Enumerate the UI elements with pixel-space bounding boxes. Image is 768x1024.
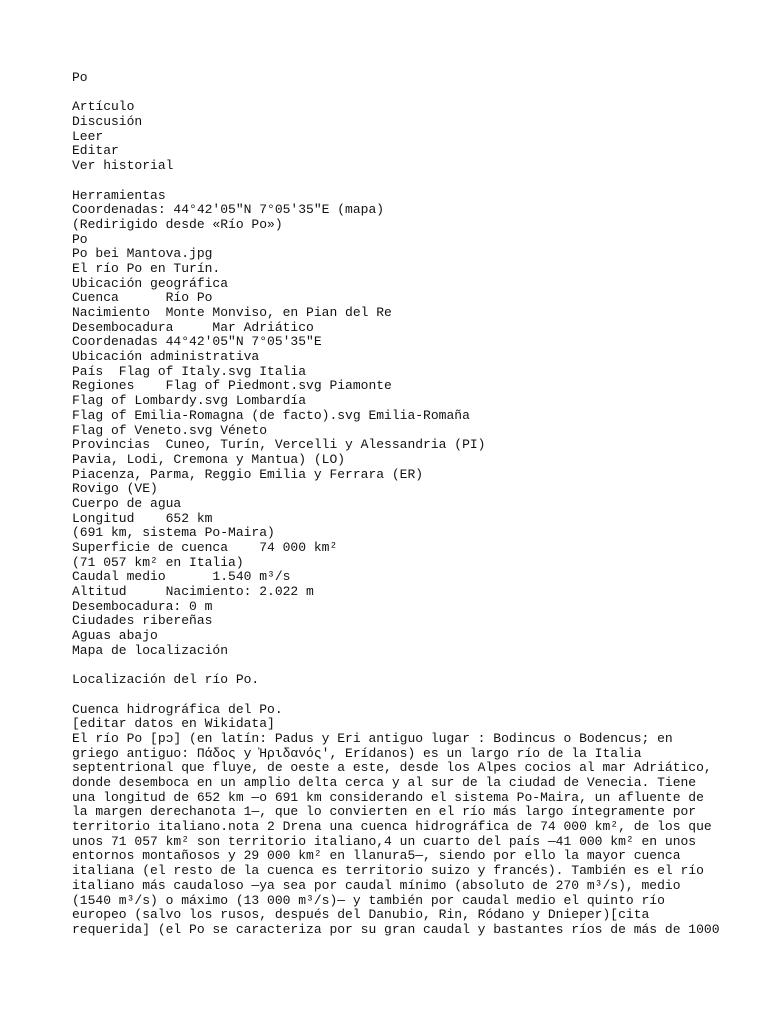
infobox-row: El río Po en Turín. bbox=[72, 260, 221, 276]
spacer bbox=[72, 174, 732, 189]
body-text-line: territorio italiano.nota 2 Drena una cuenca hidrográfica de 74 000 km², de los que bbox=[72, 819, 712, 835]
infobox-row: Aguas abajo bbox=[72, 628, 158, 644]
spacer bbox=[72, 659, 732, 674]
basin-caption: Cuenca hidrográfica del Po. bbox=[72, 701, 283, 717]
infobox-row: Ciudades ribereñas bbox=[72, 613, 213, 629]
infobox-row: Ubicación geográfica bbox=[72, 275, 229, 291]
wikidata-edit-link[interactable]: [editar datos en Wikidata] bbox=[72, 716, 275, 732]
infobox-row: Flag of Lombardy.svg Lombardía bbox=[72, 393, 307, 409]
infobox-row: Po bbox=[72, 231, 88, 247]
infobox-row: Ubicación administrativa bbox=[72, 349, 260, 365]
infobox-row: Provincias Cuneo, Turín, Vercelli y Alessandria (PI) bbox=[72, 437, 486, 453]
infobox-row: País Flag of Italy.svg Italia bbox=[72, 363, 307, 379]
infobox-row: Cuenca Río Po bbox=[72, 290, 213, 306]
spacer bbox=[72, 86, 732, 101]
body-text-line: unos 71 057 km² son territorio italiano,4 un cuarto del país —41 000 km² en unos bbox=[72, 833, 697, 849]
tab-edit[interactable]: Editar bbox=[72, 143, 119, 159]
body-text-line: europeo (salvo los rusos, después del Danubio, Rin, Ródano y Dnieper)[cita bbox=[72, 907, 650, 923]
infobox-row: Mapa de localización bbox=[72, 642, 229, 658]
body-text-line: una longitud de 652 km —o 691 km considerando el sistema Po-Maira, un afluente de bbox=[72, 789, 704, 805]
infobox-row: Regiones Flag of Piedmont.svg Piamonte bbox=[72, 378, 392, 394]
tab-history[interactable]: Ver historial bbox=[72, 158, 174, 174]
body-text-line: requerida] (el Po se caracteriza por su gran caudal y bastantes ríos de más de 1000 bbox=[72, 921, 720, 937]
tools-menu[interactable]: Herramientas bbox=[72, 187, 166, 203]
infobox-row: (71 057 km² en Italia) bbox=[72, 554, 244, 570]
body-text-line: italiano más caudaloso —ya sea por caudal mínimo (absoluto de 270 m³/s), medio bbox=[72, 877, 681, 893]
infobox-row: Desembocadura Mar Adriático bbox=[72, 319, 314, 335]
body-text-line: italiana (el resto de la cuenca es territorio suizo y francés). También es el río bbox=[72, 863, 704, 879]
body-text-line: entornos montañosos y 29 000 km² en llanura5—, siendo por ello la mayor cuenca bbox=[72, 848, 681, 864]
article-body bbox=[72, 732, 732, 938]
article-page bbox=[72, 71, 732, 938]
infobox-row: Longitud 652 km bbox=[72, 510, 213, 526]
map-caption: Localización del río Po. bbox=[72, 672, 260, 688]
tab-discussion[interactable]: Discusión bbox=[72, 114, 143, 130]
infobox-row: Pavia, Lodi, Cremona y Mantua) (LO) bbox=[72, 451, 346, 467]
body-text-line: El río Po [pɔ] (en latín: Padus y Eri antiguo lugar : Bodincus o Bodencus; en bbox=[72, 730, 673, 746]
infobox-row: Flag of Emilia-Romagna (de facto).svg Emilia-Romaña bbox=[72, 407, 470, 423]
infobox bbox=[72, 233, 732, 659]
infobox-row: Altitud Nacimiento: 2.022 m bbox=[72, 584, 314, 600]
infobox-row: Desembocadura: 0 m bbox=[72, 598, 213, 614]
infobox-row: Superficie de cuenca 74 000 km² bbox=[72, 540, 338, 555]
page-title: Po bbox=[72, 70, 88, 85]
infobox-row: Nacimiento Monte Monviso, en Pian del Re bbox=[72, 305, 392, 320]
infobox-row: Po bei Mantova.jpg bbox=[72, 246, 213, 262]
body-text-line: (1540 m³/s) o máximo (13 000 m³/s)— y también por caudal medio el quinto río bbox=[72, 892, 665, 908]
redirect-note: (Redirigido desde «Río Po») bbox=[72, 216, 283, 232]
tab-read[interactable]: Leer bbox=[72, 128, 104, 144]
infobox-row: Flag of Veneto.svg Véneto bbox=[72, 422, 268, 438]
coordinates-line[interactable]: Coordenadas: 44°42'05"N 7°05'35"E (mapa) bbox=[72, 202, 385, 218]
body-text-line: griego antiguo: Πάδος y Ἠριδανός', Erídanos) es un largo río de la Italia bbox=[72, 745, 642, 761]
body-text-line: septentrional que fluye, de oeste a este, desde los Alpes cocios al mar Adriático, bbox=[72, 760, 712, 776]
body-text-line: la margen derechanota 1—, que lo convierten en el río más largo íntegramente por bbox=[72, 804, 697, 820]
infobox-row: Cuerpo de agua bbox=[72, 495, 182, 511]
infobox-row: Rovigo (VE) bbox=[72, 481, 158, 497]
infobox-row: Piacenza, Parma, Reggio Emilia y Ferrara (ER) bbox=[72, 466, 424, 482]
tab-article[interactable]: Artículo bbox=[72, 99, 135, 115]
infobox-row: Coordenadas 44°42'05"N 7°05'35"E bbox=[72, 334, 322, 350]
infobox-row: Caudal medio 1.540 m³/s bbox=[72, 569, 291, 585]
spacer bbox=[72, 688, 732, 703]
infobox-row: (691 km, sistema Po-Maira) bbox=[72, 525, 275, 541]
body-text-line: donde desemboca en un amplio delta cerca y al sur de la ciudad de Venecia. Tiene bbox=[72, 775, 697, 790]
